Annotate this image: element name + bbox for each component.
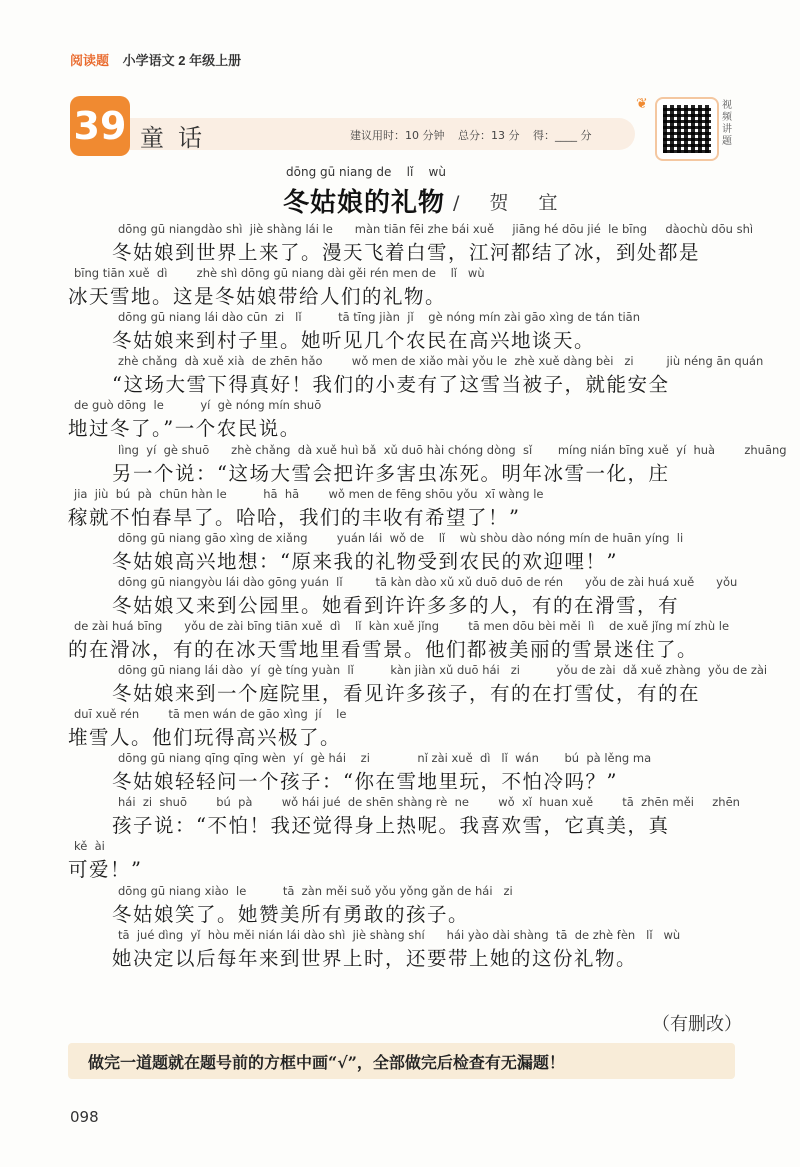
line-pinyin: dōng gū niangdào shì jiè shàng lái le màn tiān fēi zhe bái xuě jiāng hé dōu jié le bīng dàochù dōu shì [118, 222, 754, 236]
line-pinyin: hái zi shuō bú pà wǒ hái jué de shēn shàng rè ne wǒ xǐ huan xuě tā zhēn měi zhēn [118, 795, 740, 810]
line-text: 另一个说：“这场大雪会把许多害虫冻死。明年冰雪一化，庄 [112, 461, 670, 485]
line-pinyin: kě ài [74, 839, 105, 854]
line-pinyin: tā jué dìng yǐ hòu měi nián lái dào shì jiè shàng shí hái yào dài shàng tā de zhè fèn lǐ wù [118, 927, 681, 942]
book-title: 小学语文 2 年级上册 [122, 53, 242, 68]
lesson-type: 童话 [140, 124, 216, 152]
line-text: 稼就不怕春旱了。哈哈，我们的丰收有希望了！” [68, 505, 521, 529]
sprout-icon: ❦ [636, 96, 648, 112]
qr-code[interactable] [655, 97, 719, 161]
line-text: 冬姑娘来到村子里。她听见几个农民在高兴地谈天。 [112, 329, 596, 353]
qr-label: 视频讲题 [722, 100, 732, 147]
paragraph-line [0, 266, 800, 310]
line-text: 地过冬了。”一个农民说。 [68, 417, 301, 441]
total-score: 总分：13 分 [458, 129, 520, 142]
paragraph-line [0, 663, 800, 707]
paragraph-line [0, 575, 800, 619]
line-text: 她决定以后每年来到世界上时，还要带上她的这份礼物。 [112, 946, 638, 970]
paragraph-line [0, 751, 800, 795]
suggested-time: 建议用时：10 分钟 [350, 129, 445, 142]
line-pinyin: dōng gū niangyòu lái dào gōng yuán lǐ tā kàn dào xǔ xǔ duō duō de rén yǒu de zài huá xuě yǒu [118, 574, 738, 589]
paragraph-line [0, 310, 800, 354]
article-title: 冬姑娘的礼物 [283, 188, 446, 218]
line-pinyin: lìng yí gè shuō zhè chǎng dà xuě huì bǎ xǔ duō hài chóng dòng sǐ míng nián bīng xuě yí huà zhuāng [118, 442, 787, 457]
paragraph-line [0, 354, 800, 398]
paragraph-line [0, 707, 800, 751]
qr-pattern [663, 105, 711, 153]
line-pinyin: de guò dōng le yí gè nóng mín shuō [74, 398, 322, 413]
paragraph-line [0, 795, 800, 839]
line-pinyin: dōng gū niang lái dào cūn zi lǐ tā tīng jiàn jǐ gè nóng mín zài gāo xìng de tán tiān [118, 310, 641, 325]
tip-text: 做完一道题就在题号前的方框中画“√”，全部做完后检查有无漏题！ [88, 1053, 565, 1072]
paragraph-line [0, 531, 800, 575]
line-pinyin: jia jiù bú pà chūn hàn le hā hā wǒ men de fēng shōu yǒu xī wàng le [74, 486, 544, 501]
section-tag: 阅读题 [70, 53, 110, 68]
line-text: 冬姑娘来到一个庭院里，看见许多孩子，有的在打雪仗，有的在 [112, 682, 701, 705]
line-text: 堆雪人。他们玩得高兴极了。 [68, 726, 342, 750]
paragraph-line [0, 398, 800, 442]
paragraph-line [0, 884, 800, 928]
paragraph-line [0, 619, 800, 663]
line-pinyin: dōng gū niang qīng qīng wèn yí gè hái zi nǐ zài xuě dì lǐ wán bú pà lěng ma [118, 751, 652, 766]
title-pinyin: dōng gū niang de lǐ wù [286, 165, 446, 179]
line-text: 的在滑冰，有的在冰天雪地里看雪景。他们都被美丽的雪景迷住了。 [68, 637, 699, 661]
line-pinyin: dōng gū niang gāo xìng de xiǎng yuán lái wǒ de lǐ wù shòu dào nóng mín de huān yíng li [118, 530, 684, 545]
score-field: 得：____ 分 [533, 129, 592, 142]
line-text: “这场大雪下得真好！我们的小麦有了这雪当被子，就能安全 [112, 373, 670, 397]
line-text: 冬姑娘又来到公园里。她看到许许多多的人，有的在滑雪，有 [112, 593, 680, 617]
line-pinyin: zhè chǎng dà xuě xià de zhēn hǎo wǒ men de xiǎo mài yǒu le zhè xuě dàng bèi zi jiù néng ān quán [118, 354, 764, 369]
line-pinyin: dōng gū niang lái dào yí gè tíng yuàn lǐ kàn jiàn xǔ duō hái zi yǒu de zài dǎ xuě zhàng yǒu de zài [118, 663, 768, 677]
line-text: 冰天雪地。这是冬姑娘带给人们的礼物。 [68, 285, 447, 309]
line-text: 冬姑娘笑了。她赞美所有勇敢的孩子。 [112, 902, 470, 926]
line-pinyin: duī xuě rén tā men wán de gāo xìng jí le [74, 707, 347, 722]
line-text: 可爱！” [68, 858, 143, 882]
tip-banner [68, 1043, 735, 1079]
page-number: 098 [70, 1108, 99, 1126]
article-author: / 贺 宜 [453, 192, 570, 214]
line-pinyin: bīng tiān xuě dì zhè shì dōng gū niang dài gěi rén men de lǐ wù [74, 266, 485, 281]
lesson-number: 39 [70, 96, 130, 156]
paragraph-line [0, 928, 800, 972]
paragraph-line [0, 487, 800, 531]
line-pinyin: de zài huá bīng yǒu de zài bīng tiān xuě dì lǐ kàn xuě jǐng tā men dōu bèi měi lì de xuě jǐng mí zhù le [74, 618, 730, 633]
line-text: 冬姑娘高兴地想：“原来我的礼物受到农民的欢迎哩！” [112, 549, 618, 573]
paragraph-line [0, 222, 800, 266]
line-text: 孩子说：“不怕！我还觉得身上热呢。我喜欢雪，它真美，真 [112, 814, 670, 838]
paragraph-line [0, 839, 800, 883]
paragraph-line [0, 443, 800, 487]
line-text: 冬姑娘轻轻问一个孩子：“你在雪地里玩，不怕冷吗？” [112, 770, 618, 794]
page-header [70, 50, 241, 69]
lesson-meta [350, 127, 602, 143]
line-text: 冬姑娘到世界上来了。漫天飞着白雪，江河都结了冰，到处都是 [112, 241, 701, 264]
line-pinyin: dōng gū niang xiào le tā zàn měi suǒ yǒu yǒng gǎn de hái zi [118, 883, 513, 898]
edit-note: （有删改） [652, 1014, 742, 1035]
